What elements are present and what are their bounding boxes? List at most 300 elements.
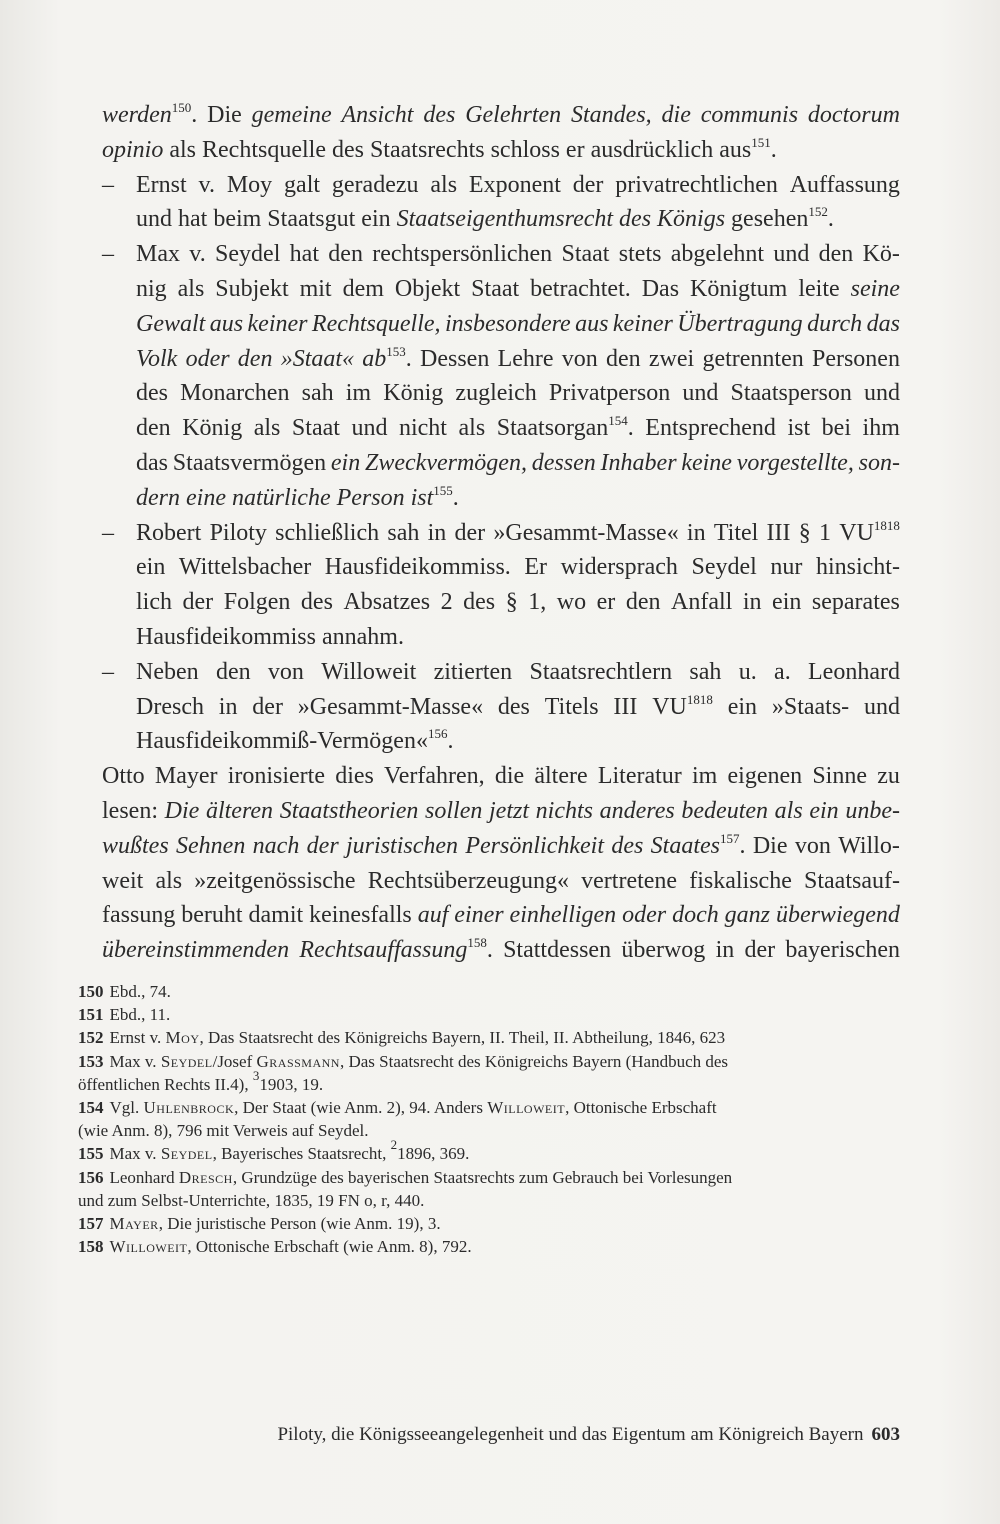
author-name: Moy bbox=[165, 1028, 200, 1048]
text-run: lesen: bbox=[102, 797, 158, 824]
author-name: Seydel bbox=[160, 1051, 213, 1071]
word bbox=[822, 411, 851, 446]
word bbox=[506, 585, 518, 620]
word bbox=[136, 411, 171, 446]
italic-run: aus bbox=[575, 310, 609, 337]
word bbox=[341, 98, 413, 133]
text-run: als bbox=[458, 415, 486, 442]
text-run: nur bbox=[770, 554, 803, 581]
text-run: Willoweit bbox=[321, 658, 417, 685]
text-run: Staatsorgan bbox=[496, 415, 609, 442]
text-run: Max v. bbox=[109, 1051, 161, 1071]
word bbox=[178, 272, 205, 307]
text-run: den bbox=[136, 415, 171, 442]
word bbox=[463, 585, 495, 620]
word bbox=[662, 98, 691, 133]
word bbox=[671, 237, 764, 272]
text-run: des bbox=[497, 693, 530, 720]
text-run: Literatur bbox=[597, 763, 682, 790]
word bbox=[816, 550, 900, 585]
word bbox=[465, 829, 604, 864]
italic-run: opinio bbox=[102, 136, 164, 163]
footnote-ref: 1818 bbox=[686, 691, 713, 707]
word bbox=[102, 829, 169, 864]
text-run: u. bbox=[738, 658, 757, 685]
word bbox=[362, 342, 412, 377]
word bbox=[808, 655, 900, 690]
text-run: »zeitgenössische bbox=[194, 867, 356, 894]
word bbox=[613, 690, 637, 725]
italic-run: ein bbox=[809, 797, 839, 824]
word bbox=[681, 446, 732, 481]
word bbox=[728, 759, 803, 794]
text-run: , Die juristische Person (wie Anm. 19), 3. bbox=[158, 1214, 441, 1234]
text-run: galt bbox=[284, 171, 321, 198]
italic-run: ab bbox=[362, 345, 387, 372]
word bbox=[301, 585, 333, 620]
text-run: und bbox=[351, 415, 388, 442]
text-run: 2 bbox=[440, 589, 453, 616]
italic-run: überwiegend bbox=[775, 902, 900, 929]
word bbox=[136, 237, 180, 272]
word bbox=[524, 550, 547, 585]
footnote-number: 157 bbox=[78, 1214, 104, 1234]
footnote-number: 158 bbox=[78, 1237, 104, 1257]
word bbox=[681, 794, 768, 829]
word bbox=[615, 168, 778, 203]
word bbox=[549, 376, 670, 411]
word bbox=[530, 655, 673, 690]
word bbox=[321, 655, 416, 690]
word bbox=[365, 446, 527, 481]
italic-run: Gewalt bbox=[136, 310, 206, 337]
text-run: Personen bbox=[811, 345, 900, 372]
text-run: , Grundzüge des bayerischen Staatsrechts zum Gebrauch bei Vorlesungen bbox=[232, 1167, 733, 1187]
text-run: Objekt bbox=[394, 275, 461, 302]
word bbox=[455, 516, 486, 551]
word bbox=[455, 376, 536, 411]
text-run: Kö- bbox=[862, 241, 900, 268]
word bbox=[573, 168, 604, 203]
text-run: er bbox=[596, 589, 616, 616]
italic-run: »Staat« bbox=[280, 345, 355, 372]
text-run: Willo- bbox=[838, 832, 900, 859]
word bbox=[702, 342, 803, 377]
text-line bbox=[102, 411, 900, 446]
word bbox=[102, 759, 145, 794]
text-run: Staatsauf- bbox=[804, 867, 900, 894]
text-line bbox=[102, 446, 900, 481]
word bbox=[728, 690, 757, 725]
text-run: 1 bbox=[819, 519, 831, 546]
word bbox=[465, 98, 561, 133]
word bbox=[248, 307, 308, 342]
text-run: ihm bbox=[862, 415, 900, 442]
text-run: Staat bbox=[471, 275, 520, 302]
word bbox=[387, 516, 419, 551]
text-run: fiskalische bbox=[689, 867, 792, 894]
text-run: beruht bbox=[181, 902, 243, 929]
word bbox=[102, 933, 289, 968]
word bbox=[812, 342, 900, 377]
list-item-seydel bbox=[102, 237, 900, 515]
italic-run: keiner bbox=[247, 310, 308, 337]
text-line bbox=[102, 898, 900, 933]
word bbox=[136, 690, 204, 725]
word bbox=[395, 272, 460, 307]
text-run: hinsicht- bbox=[815, 554, 900, 581]
word bbox=[859, 446, 900, 481]
text-run: bayerischen bbox=[785, 937, 900, 964]
word bbox=[864, 376, 900, 411]
word bbox=[252, 690, 283, 725]
text-run: sah bbox=[387, 519, 420, 546]
italic-run: ein bbox=[330, 449, 361, 476]
word bbox=[652, 690, 713, 725]
text-run: , Das Staatsrecht des Königreichs Bayern, II. Theil, II. Abtheilung, 1846, 623 bbox=[199, 1028, 726, 1048]
text-run: Lehre bbox=[497, 345, 554, 372]
text-run: Staat bbox=[291, 415, 340, 442]
text-run: Staatsrechtlern bbox=[529, 658, 673, 685]
italic-run: Sehnen bbox=[176, 832, 246, 859]
word bbox=[136, 272, 167, 307]
italic-run: doctorum bbox=[807, 102, 900, 128]
text-run: sah bbox=[689, 658, 722, 685]
text-run: 1903, 19. bbox=[259, 1074, 324, 1094]
text-run: privatrechtlichen bbox=[615, 171, 778, 198]
text-run: Sinne bbox=[812, 763, 867, 790]
italic-run: einhelligen bbox=[509, 902, 617, 929]
text-run: Verfahren, bbox=[384, 763, 485, 790]
word bbox=[165, 794, 200, 829]
text-run: . bbox=[405, 345, 412, 372]
italic-run: oder bbox=[185, 345, 230, 372]
text-run: von bbox=[561, 345, 598, 372]
text-run: Die bbox=[752, 832, 788, 859]
text-run: in bbox=[686, 519, 706, 546]
italic-run: nichts bbox=[535, 797, 593, 824]
italic-run: durch bbox=[807, 310, 863, 337]
word bbox=[772, 585, 801, 620]
text-line bbox=[102, 724, 900, 759]
word bbox=[867, 307, 900, 342]
word bbox=[302, 376, 334, 411]
word bbox=[181, 898, 242, 933]
italic-run: Persönlichkeit bbox=[465, 832, 604, 859]
text-run: Das bbox=[641, 275, 680, 302]
word bbox=[503, 933, 611, 968]
word bbox=[790, 168, 900, 203]
word bbox=[737, 446, 854, 481]
text-run: und bbox=[863, 380, 900, 407]
text-line bbox=[102, 655, 900, 690]
italic-run: Rechtsauffassung bbox=[299, 937, 468, 964]
text-run: Rechtsüberzeugung« bbox=[367, 867, 569, 894]
author-name: Mayer bbox=[109, 1214, 159, 1234]
text-run: Stattdessen bbox=[503, 937, 612, 964]
word bbox=[136, 585, 172, 620]
text-run: den bbox=[818, 241, 854, 268]
word bbox=[687, 516, 706, 551]
word bbox=[136, 446, 168, 481]
word bbox=[692, 759, 717, 794]
word bbox=[210, 307, 243, 342]
text-run: das bbox=[136, 449, 168, 476]
word bbox=[649, 342, 694, 377]
word bbox=[183, 585, 214, 620]
word bbox=[136, 376, 168, 411]
word bbox=[219, 690, 238, 725]
italic-run: der bbox=[306, 832, 339, 859]
text-line bbox=[102, 202, 900, 237]
word bbox=[799, 516, 811, 551]
word bbox=[228, 759, 325, 794]
text-run: »Gesammt-Masse« bbox=[297, 693, 484, 720]
word bbox=[787, 411, 810, 446]
word bbox=[290, 237, 319, 272]
list-dash: – bbox=[102, 171, 114, 198]
word bbox=[136, 655, 199, 690]
word bbox=[368, 864, 569, 899]
text-run: , Bayerisches Staatsrecht, bbox=[212, 1144, 391, 1164]
word bbox=[798, 272, 839, 307]
text-run: , Das Staatsrecht des Königreichs Bayern (Handbuch des bbox=[339, 1051, 729, 1071]
word bbox=[819, 516, 831, 551]
word bbox=[292, 411, 340, 446]
word bbox=[770, 550, 802, 585]
text-run: v. bbox=[198, 171, 215, 198]
word bbox=[186, 342, 230, 377]
text-run: keinesfalls bbox=[309, 902, 412, 929]
text-run: lich bbox=[136, 589, 172, 616]
text-run: , Ottonische Erbschaft (wie Anm. 8), 792. bbox=[187, 1237, 472, 1257]
text-run: ein bbox=[136, 554, 166, 581]
italic-run: seine bbox=[850, 275, 900, 302]
text-run: als bbox=[430, 171, 458, 198]
text-line bbox=[102, 864, 900, 899]
word bbox=[312, 307, 441, 342]
text-run: weit bbox=[102, 867, 144, 894]
text-run: Auffassung bbox=[789, 171, 900, 198]
word bbox=[776, 898, 900, 933]
italic-run: Zweckvermögen, bbox=[365, 449, 527, 476]
text-run: Anfall bbox=[671, 589, 733, 616]
word bbox=[804, 864, 900, 899]
text-run: Piloty bbox=[209, 519, 267, 546]
text-run: als Rechtsquelle des Staatsrechts schloss er ausdrücklich aus bbox=[163, 136, 752, 163]
word bbox=[210, 516, 267, 551]
italic-run: dern eine natürliche Person ist bbox=[136, 484, 434, 511]
word bbox=[743, 585, 762, 620]
text-line bbox=[102, 133, 900, 168]
word bbox=[420, 342, 489, 377]
italic-run: Übertragung bbox=[677, 310, 803, 337]
italic-run: oder bbox=[622, 902, 667, 929]
word bbox=[346, 376, 371, 411]
footnote-ref: 155 bbox=[433, 482, 453, 498]
text-run: zwei bbox=[648, 345, 695, 372]
word bbox=[346, 829, 458, 864]
author-name: Uhlenbrock bbox=[143, 1098, 235, 1118]
text-run: dem bbox=[342, 275, 384, 302]
word bbox=[775, 794, 803, 829]
text-run: Staat bbox=[561, 241, 610, 268]
text-run: hat bbox=[289, 241, 319, 268]
word bbox=[199, 168, 215, 203]
italic-run: übereinstimmenden bbox=[102, 937, 290, 964]
text-run: überwog bbox=[621, 937, 706, 964]
text-run: im bbox=[691, 763, 718, 790]
text-run: § bbox=[798, 519, 811, 546]
footnote bbox=[78, 1166, 900, 1212]
text-run: der bbox=[252, 693, 283, 720]
italic-run: keine bbox=[681, 449, 732, 476]
text-run: , Ottonische Erbschaft bbox=[565, 1098, 717, 1118]
word bbox=[534, 759, 587, 794]
footnote bbox=[78, 1212, 900, 1235]
footnote-ref: 153 bbox=[386, 343, 406, 359]
word bbox=[497, 411, 634, 446]
text-run: den bbox=[606, 345, 641, 372]
text-run: . bbox=[452, 484, 459, 511]
word bbox=[877, 759, 900, 794]
text-run: Staatsperson bbox=[730, 380, 852, 407]
word bbox=[471, 272, 519, 307]
word bbox=[773, 237, 809, 272]
italic-run: Staatstheorien bbox=[279, 797, 419, 824]
text-run: in bbox=[218, 693, 238, 720]
italic-run: Standes, bbox=[571, 102, 652, 128]
text-run: Folgen bbox=[223, 589, 291, 616]
text-line bbox=[102, 585, 900, 620]
text-run: leite bbox=[798, 275, 840, 302]
text-run: III bbox=[613, 693, 638, 720]
text-run: separates bbox=[811, 589, 900, 616]
word bbox=[774, 655, 791, 690]
word bbox=[372, 237, 552, 272]
author-name: Dresch bbox=[178, 1167, 233, 1187]
word bbox=[268, 655, 304, 690]
text-run: wo bbox=[556, 589, 587, 616]
word bbox=[180, 376, 289, 411]
text-line bbox=[102, 550, 900, 585]
text-line bbox=[102, 481, 900, 516]
word bbox=[136, 550, 165, 585]
word bbox=[280, 794, 419, 829]
text-run: v. bbox=[189, 241, 206, 268]
footnote-number: 155 bbox=[78, 1144, 104, 1164]
word bbox=[626, 585, 661, 620]
text-run: und bbox=[682, 380, 719, 407]
word bbox=[383, 376, 443, 411]
italic-run: vorgestellte, bbox=[736, 449, 854, 476]
word bbox=[335, 759, 374, 794]
word bbox=[254, 411, 281, 446]
text-run: als bbox=[253, 415, 281, 442]
word bbox=[328, 237, 363, 272]
word bbox=[281, 342, 354, 377]
italic-run: werden bbox=[102, 102, 172, 128]
word bbox=[672, 898, 719, 933]
word bbox=[598, 759, 682, 794]
text-line bbox=[102, 168, 900, 203]
text-run: . bbox=[627, 415, 634, 442]
list-item-piloty bbox=[102, 516, 900, 655]
word bbox=[249, 898, 304, 933]
italic-run: sollen bbox=[425, 797, 483, 824]
footnote-ref: 158 bbox=[467, 935, 487, 951]
text-run: . bbox=[770, 136, 777, 163]
text-run: Absatzes bbox=[343, 589, 431, 616]
footnote-number: 150 bbox=[78, 982, 104, 1001]
word bbox=[536, 794, 593, 829]
word bbox=[606, 342, 641, 377]
word bbox=[284, 168, 320, 203]
text-run: zugleich bbox=[455, 380, 537, 407]
footnote-number: 151 bbox=[78, 1005, 104, 1025]
text-run: Otto bbox=[102, 763, 145, 790]
word bbox=[689, 655, 721, 690]
word bbox=[384, 759, 485, 794]
italic-run: Staates bbox=[650, 832, 720, 859]
word bbox=[343, 272, 384, 307]
text-run: . bbox=[486, 937, 493, 964]
word bbox=[530, 272, 631, 307]
text-line bbox=[102, 376, 900, 411]
word bbox=[207, 98, 242, 133]
text-run: ist bbox=[787, 415, 811, 442]
text-run: eigenen bbox=[727, 763, 803, 790]
text-run: vertretene bbox=[581, 867, 678, 894]
word bbox=[495, 759, 524, 794]
text-run: und hat beim Staatsgut ein bbox=[136, 206, 397, 233]
text-run: Ernst v. bbox=[109, 1028, 166, 1048]
text-run: schließlich bbox=[275, 519, 380, 546]
word bbox=[136, 342, 177, 377]
word bbox=[691, 550, 756, 585]
text-run: der bbox=[454, 519, 486, 546]
word bbox=[189, 237, 205, 272]
text-run: Privatperson bbox=[548, 380, 671, 407]
text-run: Die bbox=[207, 102, 242, 128]
word bbox=[489, 794, 529, 829]
word bbox=[493, 516, 678, 551]
word bbox=[428, 516, 447, 551]
italic-run: einer bbox=[454, 902, 504, 929]
text-run: § bbox=[505, 589, 518, 616]
word bbox=[716, 933, 735, 968]
text-run: der bbox=[572, 171, 604, 198]
text-run: stets bbox=[618, 241, 662, 268]
text-run: und bbox=[864, 693, 900, 720]
text-run: sah bbox=[301, 380, 334, 407]
text-line bbox=[102, 794, 900, 829]
text-run: Hausfideikommiss. bbox=[324, 554, 511, 581]
word bbox=[545, 690, 599, 725]
text-line bbox=[102, 620, 900, 655]
footnote bbox=[78, 1137, 900, 1165]
word bbox=[772, 690, 849, 725]
text-run: von bbox=[794, 832, 831, 859]
italic-run: juristischen bbox=[346, 832, 459, 859]
text-run: ein bbox=[772, 589, 802, 616]
list-dash: – bbox=[102, 519, 114, 546]
text-run: nig bbox=[136, 275, 167, 302]
italic-run: aus bbox=[209, 310, 244, 337]
text-run: den bbox=[625, 589, 661, 616]
word bbox=[807, 307, 862, 342]
list-item-dresch bbox=[102, 655, 900, 759]
